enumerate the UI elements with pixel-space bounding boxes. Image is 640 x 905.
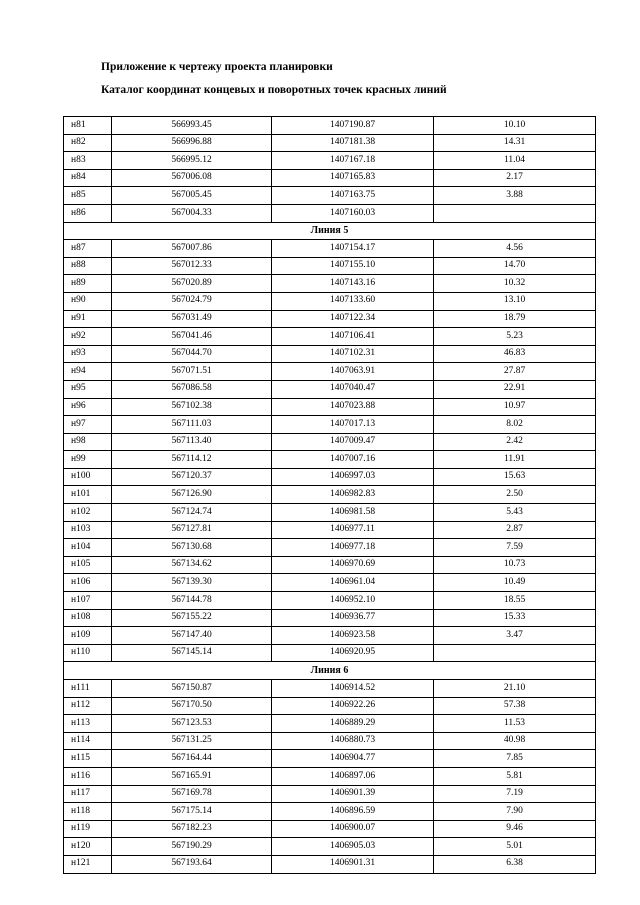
table-row [64, 398, 596, 416]
distance-cell: 2.17 [434, 169, 596, 187]
y-coordinate-cell: 1407122.34 [272, 310, 434, 328]
table-row [64, 592, 596, 610]
x-coordinate-cell: 567041.46 [112, 328, 272, 346]
distance-cell: 7.85 [434, 750, 596, 768]
y-coordinate-cell: 1406936.77 [272, 609, 434, 627]
x-coordinate-cell: 567134.62 [112, 556, 272, 574]
y-coordinate-cell: 1406977.18 [272, 539, 434, 557]
table-row [64, 556, 596, 574]
y-coordinate-cell: 1407009.47 [272, 433, 434, 451]
x-coordinate-cell: 566995.12 [112, 152, 272, 170]
point-id-cell: н82 [64, 134, 112, 152]
table-row [64, 767, 596, 785]
coordinates-table-body [64, 117, 596, 874]
distance-cell: 14.70 [434, 257, 596, 275]
x-coordinate-cell: 567071.51 [112, 363, 272, 381]
y-coordinate-cell: 1406889.29 [272, 715, 434, 733]
y-coordinate-cell: 1407133.60 [272, 292, 434, 310]
distance-cell: 57.38 [434, 697, 596, 715]
distance-cell: 11.53 [434, 715, 596, 733]
x-coordinate-cell: 567102.38 [112, 398, 272, 416]
distance-cell: 10.32 [434, 275, 596, 293]
catalog-title: Каталог координат концевых и поворотных точек красных линий [101, 84, 447, 96]
point-id-cell: н113 [64, 715, 112, 733]
table-row [64, 803, 596, 821]
point-id-cell: н96 [64, 398, 112, 416]
distance-cell: 4.56 [434, 240, 596, 258]
distance-cell: 27.87 [434, 363, 596, 381]
y-coordinate-cell: 1406977.11 [272, 521, 434, 539]
distance-cell: 2.50 [434, 486, 596, 504]
table-row [64, 627, 596, 645]
distance-cell: 11.04 [434, 152, 596, 170]
distance-cell: 9.46 [434, 820, 596, 838]
x-coordinate-cell: 567131.25 [112, 732, 272, 750]
distance-cell: 10.10 [434, 117, 596, 135]
table-row [64, 152, 596, 170]
distance-cell: 13.10 [434, 292, 596, 310]
distance-cell: 2.42 [434, 433, 596, 451]
distance-cell: 7.59 [434, 539, 596, 557]
point-id-cell: н94 [64, 363, 112, 381]
y-coordinate-cell: 1407017.13 [272, 416, 434, 434]
distance-cell: 21.10 [434, 680, 596, 698]
point-id-cell: н114 [64, 732, 112, 750]
x-coordinate-cell: 567144.78 [112, 592, 272, 610]
distance-cell: 2.87 [434, 521, 596, 539]
section-title: Линия 5 [64, 222, 596, 240]
x-coordinate-cell: 567164.44 [112, 750, 272, 768]
point-id-cell: н84 [64, 169, 112, 187]
table-row [64, 363, 596, 381]
y-coordinate-cell: 1407160.03 [272, 204, 434, 222]
x-coordinate-cell: 567012.33 [112, 257, 272, 275]
y-coordinate-cell: 1407163.75 [272, 187, 434, 205]
table-row [64, 539, 596, 557]
x-coordinate-cell: 567165.91 [112, 767, 272, 785]
point-id-cell: н116 [64, 767, 112, 785]
distance-cell: 22.91 [434, 380, 596, 398]
table-row [64, 117, 596, 135]
table-row [64, 292, 596, 310]
y-coordinate-cell: 1407154.17 [272, 240, 434, 258]
distance-cell [434, 204, 596, 222]
appendix-title: Приложение к чертежу проекта планировки [101, 61, 333, 73]
point-id-cell: н95 [64, 380, 112, 398]
distance-cell: 11.91 [434, 451, 596, 469]
x-coordinate-cell: 567155.22 [112, 609, 272, 627]
point-id-cell: н115 [64, 750, 112, 768]
y-coordinate-cell: 1407181.38 [272, 134, 434, 152]
point-id-cell: н87 [64, 240, 112, 258]
point-id-cell: н86 [64, 204, 112, 222]
table-row [64, 169, 596, 187]
table-row [64, 433, 596, 451]
y-coordinate-cell: 1406897.06 [272, 767, 434, 785]
x-coordinate-cell: 567175.14 [112, 803, 272, 821]
table-row [64, 680, 596, 698]
y-coordinate-cell: 1406923.58 [272, 627, 434, 645]
x-coordinate-cell: 567182.23 [112, 820, 272, 838]
x-coordinate-cell: 567150.87 [112, 680, 272, 698]
y-coordinate-cell: 1406900.07 [272, 820, 434, 838]
distance-cell: 5.01 [434, 838, 596, 856]
x-coordinate-cell: 566996.88 [112, 134, 272, 152]
y-coordinate-cell: 1406905.03 [272, 838, 434, 856]
x-coordinate-cell: 567193.64 [112, 855, 272, 873]
distance-cell: 46.83 [434, 345, 596, 363]
table-row [64, 416, 596, 434]
table-row [64, 204, 596, 222]
distance-cell: 7.90 [434, 803, 596, 821]
point-id-cell: н102 [64, 504, 112, 522]
distance-cell: 40.98 [434, 732, 596, 750]
point-id-cell: н108 [64, 609, 112, 627]
distance-cell: 7.19 [434, 785, 596, 803]
point-id-cell: н85 [64, 187, 112, 205]
x-coordinate-cell: 567147.40 [112, 627, 272, 645]
y-coordinate-cell: 1407165.83 [272, 169, 434, 187]
distance-cell: 18.55 [434, 592, 596, 610]
point-id-cell: н98 [64, 433, 112, 451]
y-coordinate-cell: 1407102.31 [272, 345, 434, 363]
table-row [64, 240, 596, 258]
point-id-cell: н109 [64, 627, 112, 645]
y-coordinate-cell: 1407106.41 [272, 328, 434, 346]
point-id-cell: н103 [64, 521, 112, 539]
point-id-cell: н92 [64, 328, 112, 346]
distance-cell: 3.47 [434, 627, 596, 645]
distance-cell: 6.38 [434, 855, 596, 873]
distance-cell: 14.31 [434, 134, 596, 152]
x-coordinate-cell: 566993.45 [112, 117, 272, 135]
point-id-cell: н106 [64, 574, 112, 592]
point-id-cell: н99 [64, 451, 112, 469]
table-row [64, 504, 596, 522]
table-row [64, 820, 596, 838]
distance-cell: 15.63 [434, 468, 596, 486]
table-row [64, 310, 596, 328]
x-coordinate-cell: 567170.50 [112, 697, 272, 715]
point-id-cell: н107 [64, 592, 112, 610]
table-row [64, 468, 596, 486]
distance-cell: 5.23 [434, 328, 596, 346]
x-coordinate-cell: 567120.37 [112, 468, 272, 486]
point-id-cell: н83 [64, 152, 112, 170]
y-coordinate-cell: 1407190.87 [272, 117, 434, 135]
point-id-cell: н104 [64, 539, 112, 557]
section-row [64, 222, 596, 240]
point-id-cell: н105 [64, 556, 112, 574]
x-coordinate-cell: 567190.29 [112, 838, 272, 856]
y-coordinate-cell: 1407063.91 [272, 363, 434, 381]
y-coordinate-cell: 1407007.16 [272, 451, 434, 469]
x-coordinate-cell: 567007.86 [112, 240, 272, 258]
table-row [64, 521, 596, 539]
x-coordinate-cell: 567113.40 [112, 433, 272, 451]
x-coordinate-cell: 567130.68 [112, 539, 272, 557]
point-id-cell: н112 [64, 697, 112, 715]
y-coordinate-cell: 1406961.04 [272, 574, 434, 592]
distance-cell: 5.43 [434, 504, 596, 522]
x-coordinate-cell: 567024.79 [112, 292, 272, 310]
table-row [64, 644, 596, 662]
point-id-cell: н93 [64, 345, 112, 363]
table-row [64, 574, 596, 592]
y-coordinate-cell: 1407040.47 [272, 380, 434, 398]
y-coordinate-cell: 1407143.16 [272, 275, 434, 293]
x-coordinate-cell: 567111.03 [112, 416, 272, 434]
x-coordinate-cell: 567006.08 [112, 169, 272, 187]
table-row [64, 486, 596, 504]
table-row [64, 345, 596, 363]
y-coordinate-cell: 1406896.59 [272, 803, 434, 821]
table-row [64, 187, 596, 205]
table-row [64, 275, 596, 293]
table-row [64, 257, 596, 275]
y-coordinate-cell: 1406970.69 [272, 556, 434, 574]
point-id-cell: н120 [64, 838, 112, 856]
distance-cell [434, 644, 596, 662]
point-id-cell: н111 [64, 680, 112, 698]
distance-cell: 5.81 [434, 767, 596, 785]
x-coordinate-cell: 567145.14 [112, 644, 272, 662]
x-coordinate-cell: 567020.89 [112, 275, 272, 293]
table-row [64, 380, 596, 398]
y-coordinate-cell: 1406901.39 [272, 785, 434, 803]
point-id-cell: н81 [64, 117, 112, 135]
distance-cell: 3.88 [434, 187, 596, 205]
table-row [64, 750, 596, 768]
y-coordinate-cell: 1407155.10 [272, 257, 434, 275]
x-coordinate-cell: 567169.78 [112, 785, 272, 803]
x-coordinate-cell: 567086.58 [112, 380, 272, 398]
distance-cell: 10.73 [434, 556, 596, 574]
point-id-cell: н100 [64, 468, 112, 486]
table-row [64, 451, 596, 469]
point-id-cell: н101 [64, 486, 112, 504]
y-coordinate-cell: 1406997.03 [272, 468, 434, 486]
point-id-cell: н117 [64, 785, 112, 803]
table-row [64, 732, 596, 750]
x-coordinate-cell: 567124.74 [112, 504, 272, 522]
section-title: Линия 6 [64, 662, 596, 680]
table-row [64, 697, 596, 715]
point-id-cell: н91 [64, 310, 112, 328]
x-coordinate-cell: 567126.90 [112, 486, 272, 504]
y-coordinate-cell: 1406904.77 [272, 750, 434, 768]
point-id-cell: н88 [64, 257, 112, 275]
y-coordinate-cell: 1406952.10 [272, 592, 434, 610]
distance-cell: 8.02 [434, 416, 596, 434]
y-coordinate-cell: 1407167.18 [272, 152, 434, 170]
table-row [64, 328, 596, 346]
x-coordinate-cell: 567127.81 [112, 521, 272, 539]
y-coordinate-cell: 1406901.31 [272, 855, 434, 873]
y-coordinate-cell: 1407023.88 [272, 398, 434, 416]
point-id-cell: н90 [64, 292, 112, 310]
distance-cell: 15.33 [434, 609, 596, 627]
y-coordinate-cell: 1406922.26 [272, 697, 434, 715]
x-coordinate-cell: 567123.53 [112, 715, 272, 733]
point-id-cell: н97 [64, 416, 112, 434]
point-id-cell: н89 [64, 275, 112, 293]
point-id-cell: н110 [64, 644, 112, 662]
point-id-cell: н119 [64, 820, 112, 838]
x-coordinate-cell: 567114.12 [112, 451, 272, 469]
point-id-cell: н118 [64, 803, 112, 821]
y-coordinate-cell: 1406914.52 [272, 680, 434, 698]
y-coordinate-cell: 1406981.58 [272, 504, 434, 522]
distance-cell: 18.79 [434, 310, 596, 328]
point-id-cell: н121 [64, 855, 112, 873]
table-row [64, 609, 596, 627]
table-row [64, 855, 596, 873]
x-coordinate-cell: 567031.49 [112, 310, 272, 328]
table-row [64, 785, 596, 803]
distance-cell: 10.97 [434, 398, 596, 416]
x-coordinate-cell: 567004.33 [112, 204, 272, 222]
x-coordinate-cell: 567044.70 [112, 345, 272, 363]
y-coordinate-cell: 1406982.83 [272, 486, 434, 504]
coordinates-table [63, 116, 596, 874]
section-row [64, 662, 596, 680]
y-coordinate-cell: 1406880.73 [272, 732, 434, 750]
y-coordinate-cell: 1406920.95 [272, 644, 434, 662]
table-row [64, 838, 596, 856]
table-row [64, 134, 596, 152]
table-row [64, 715, 596, 733]
x-coordinate-cell: 567005.45 [112, 187, 272, 205]
x-coordinate-cell: 567139.30 [112, 574, 272, 592]
distance-cell: 10.49 [434, 574, 596, 592]
